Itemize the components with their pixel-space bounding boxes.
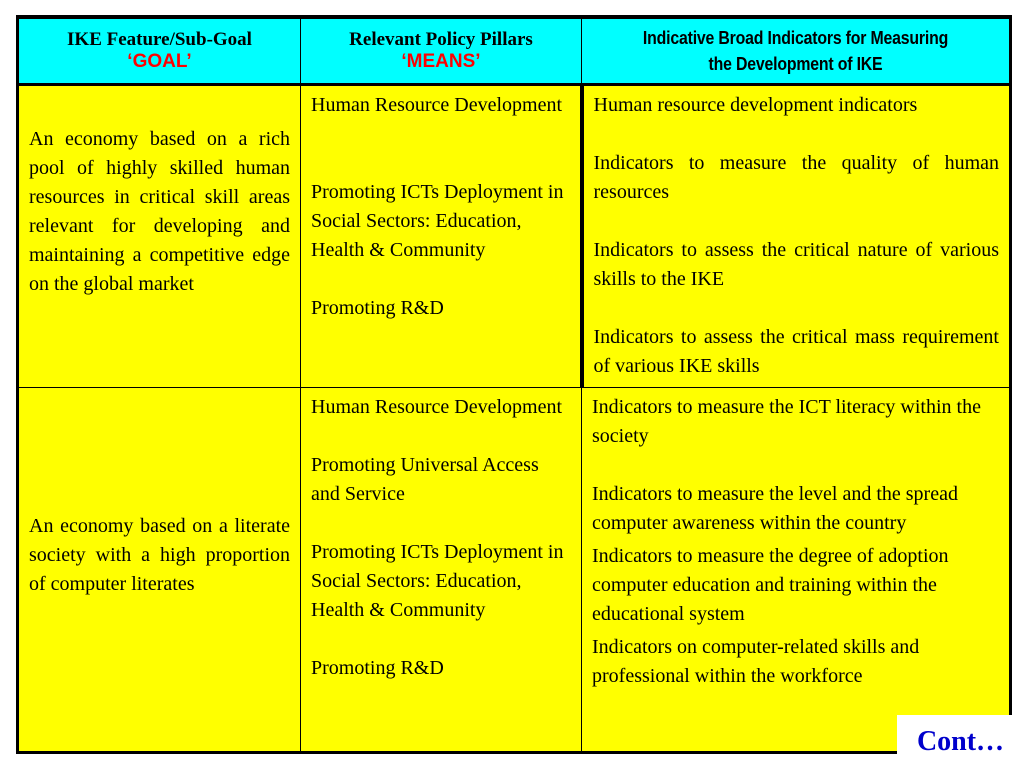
means-item: Promoting ICTs Deployment in Social Sectors: Education, Health & Community	[311, 181, 564, 261]
indicator-item: Indicators to assess the critical nature of various skills to the IKE	[593, 239, 999, 290]
means-cell	[301, 85, 582, 388]
header-goal-title: IKE Feature/Sub-Goal	[67, 29, 252, 50]
indicator-item: Indicators to measure the degree of adoption computer education and training within the educational system	[592, 545, 949, 625]
goal-cell	[18, 388, 301, 753]
means-item: Promoting R&D	[311, 297, 444, 319]
goal-cell	[18, 85, 301, 388]
continued-label: Cont…	[897, 715, 1024, 768]
means-item: Human Resource Development	[311, 94, 563, 116]
goal-text: An economy based on a literate society with a high proportion of computer literates	[29, 515, 290, 595]
indicator-item: Indicators to measure the ICT literacy within the society	[592, 396, 981, 447]
indicator-item: Indicators to measure the level and the spread computer awareness within the country	[592, 483, 958, 534]
indicator-item: Indicators to measure the quality of human resources	[593, 152, 999, 203]
header-goal	[18, 17, 301, 85]
header-means	[301, 17, 582, 85]
header-indicators-line1: Indicative Broad Indicators for Measuring	[642, 28, 949, 48]
means-item: Promoting Universal Access and Service	[311, 454, 539, 505]
header-means-title: Relevant Policy Pillars	[349, 29, 533, 50]
header-goal-subtitle: ‘GOAL’	[127, 51, 192, 72]
indicators-cell	[582, 85, 1011, 388]
means-item: Promoting R&D	[311, 657, 444, 679]
indicator-item: Indicators on computer-related skills and professional within the workforce	[592, 636, 920, 687]
ike-indicators-table	[16, 15, 1012, 754]
table-header	[18, 17, 1011, 85]
means-item: Human Resource Development	[311, 396, 563, 418]
indicator-item: Indicators to assess the critical mass requirement of various IKE skills	[593, 326, 999, 377]
means-item: Promoting ICTs Deployment in Social Sectors: Education, Health & Community	[311, 541, 564, 621]
table-row	[18, 85, 1011, 388]
table-body	[18, 85, 1011, 753]
header-indicators-line2: the Development of IKE	[708, 54, 883, 74]
header-indicators	[582, 17, 1011, 85]
indicator-item: Human resource development indicators	[593, 94, 918, 116]
goal-text: An economy based on a rich pool of highly skilled human resources in critical skill areas relevant for developing and maintaining a competitive edge on the global market	[29, 128, 290, 295]
means-cell	[301, 388, 582, 753]
header-row	[18, 17, 1011, 85]
header-means-subtitle: ‘MEANS’	[401, 51, 481, 72]
indicators-cell	[582, 388, 1011, 753]
table-row	[18, 388, 1011, 753]
